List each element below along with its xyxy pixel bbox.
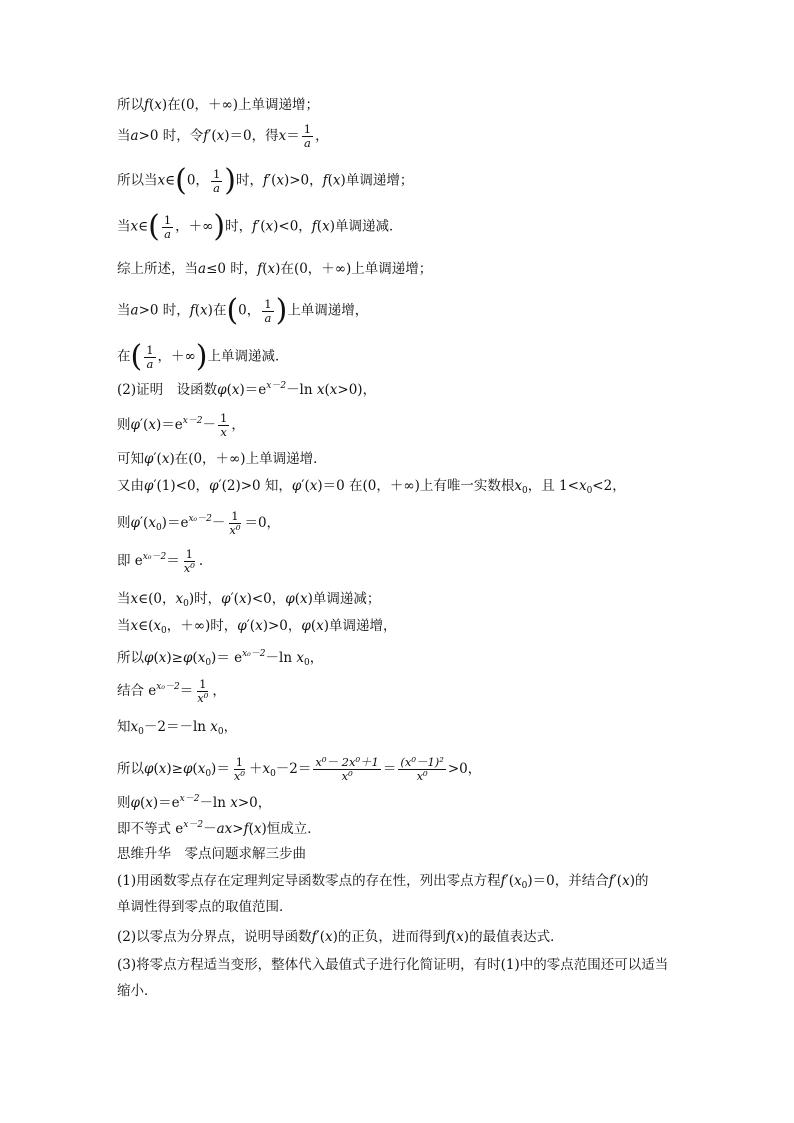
line-27: 缩小． xyxy=(117,983,158,999)
fraction: $\frac{1}{\text{x⁰}}$ xyxy=(183,547,195,575)
line-5: 综上所述，当a≤0 时，f(x)在(0，＋∞)上单调递增； xyxy=(117,261,433,277)
line-18: 知$x_0-2=-\ln$ $x_0$， xyxy=(117,719,238,737)
fraction: $\frac{\text{x⁰－ 2x⁰＋1}}{\text{x⁰}}$ xyxy=(315,755,379,783)
line-16: 所以$\varphi(x)\ge\varphi(x_0)= e^{x_0-2}-\ln$ $x_0$， xyxy=(117,649,324,668)
line-2: 当a>0 时，令f′(x)＝0，得x＝ $\frac{1}{a}$ ， xyxy=(117,122,329,150)
line-13: 即 $e^{x_0-2}=$ $\frac{1}{\text{x⁰}}$ . xyxy=(117,547,204,575)
fraction: $\frac{1}{\text{x⁰}}$ xyxy=(233,755,245,783)
fraction: $\frac{1}{\text{x⁰}}$ xyxy=(229,509,241,537)
line-25: (2)以零点为分界点，说明导函数f′(x)的正负，进而得到f(x)的最值表达式． xyxy=(117,929,564,945)
fraction: $\frac{\text{(x⁰－1)²}}{\text{x⁰}}$ xyxy=(400,755,444,783)
line-7: 在( $\frac{1}{a}$ ，＋∞)上单调递减． xyxy=(117,339,289,374)
line-21: 即不等式 $e^{x-2}-ax>f(x)$恒成立． xyxy=(117,820,321,837)
line-9: 则$\varphi'(x)=e^{x-2}-$ $\frac{1}{x}$ ， xyxy=(117,411,245,439)
fraction: $\frac{1}{a}$ xyxy=(146,342,154,371)
fraction: $\frac{1}{x}$ xyxy=(220,411,228,439)
line-23: (1)用函数零点存在定理判定导函数零点的存在性，列出零点方程$f'(x_0)=0$，并结合f′(x)的 xyxy=(117,873,649,891)
line-24: 单调性得到零点的取值范围． xyxy=(117,899,293,915)
line-19: 所以$\varphi(x)\ge\varphi(x_0)=$ $\frac{1}{\text{x⁰}}$ $+x_0-2=$ $\frac{\text{x⁰－ 2x⁰＋1}}{\text{x⁰}}$ ＝ $\frac{\text{(x⁰－1)²}}{\text{x⁰}}$ >0， xyxy=(117,755,482,783)
fraction: $\frac{1}{\text{x⁰}}$ xyxy=(197,677,209,705)
line-14: 当x∈(0，$x_0$)时，φ′(x)<0，φ(x)单调递减； xyxy=(117,591,381,609)
line-26: (3)将零点方程适当变形，整体代入最值式子进行化简证明，有时(1)中的零点范围还可以适当 xyxy=(117,957,669,973)
fraction: $\frac{1}{a}$ xyxy=(212,166,221,195)
line-12: 则$\varphi'(x_0)=e^{x_0-2}-$ $\frac{1}{\text{x⁰}}$ ＝0， xyxy=(117,509,281,537)
line-6: 当a>0 时，f(x)在(0， $\frac{1}{a}$ )上单调递增， xyxy=(117,293,369,328)
line-4: 当x∈( $\frac{1}{a}$ ，＋∞)时，f′(x)<0，f(x)单调递减． xyxy=(117,209,403,244)
fraction: $\frac{1}{a}$ xyxy=(264,296,272,325)
section-heading: 思维升华 零点问题求解三步曲 xyxy=(117,846,306,862)
line-10: 可知φ′(x)在(0，＋∞)上单调递增． xyxy=(117,451,327,467)
line-20: 则$\varphi(x)=e^{x-2}-\ln$ x>0， xyxy=(117,794,272,811)
line-1: 所以f(x)在(0，＋∞)上单调递增； xyxy=(117,97,320,113)
line-8: (2)证明 设函数$\varphi(x)=e^{x-2}-\ln$ x(x>0)， xyxy=(117,381,377,398)
line-11: 又由φ′(1)<0，φ′(2)>0 知，φ′(x)＝0 在(0，＋∞)上有唯一实数根$x_0$，且 $1<x_0<2$， xyxy=(117,478,626,496)
line-3: 所以当x∈(0， $\frac{1}{a}$ )时，f′(x)>0，f(x)单调递增； xyxy=(117,163,414,198)
line-15: 当$x\in(x_0$，＋∞)时，φ′(x)>0，φ(x)单调递增， xyxy=(117,618,397,636)
line-17: 结合 $e^{x_0-2}=$ $\frac{1}{\text{x⁰}}$ ， xyxy=(117,677,226,705)
fraction: $\frac{1}{a}$ xyxy=(303,122,312,150)
fraction: $\frac{1}{a}$ xyxy=(163,212,172,241)
